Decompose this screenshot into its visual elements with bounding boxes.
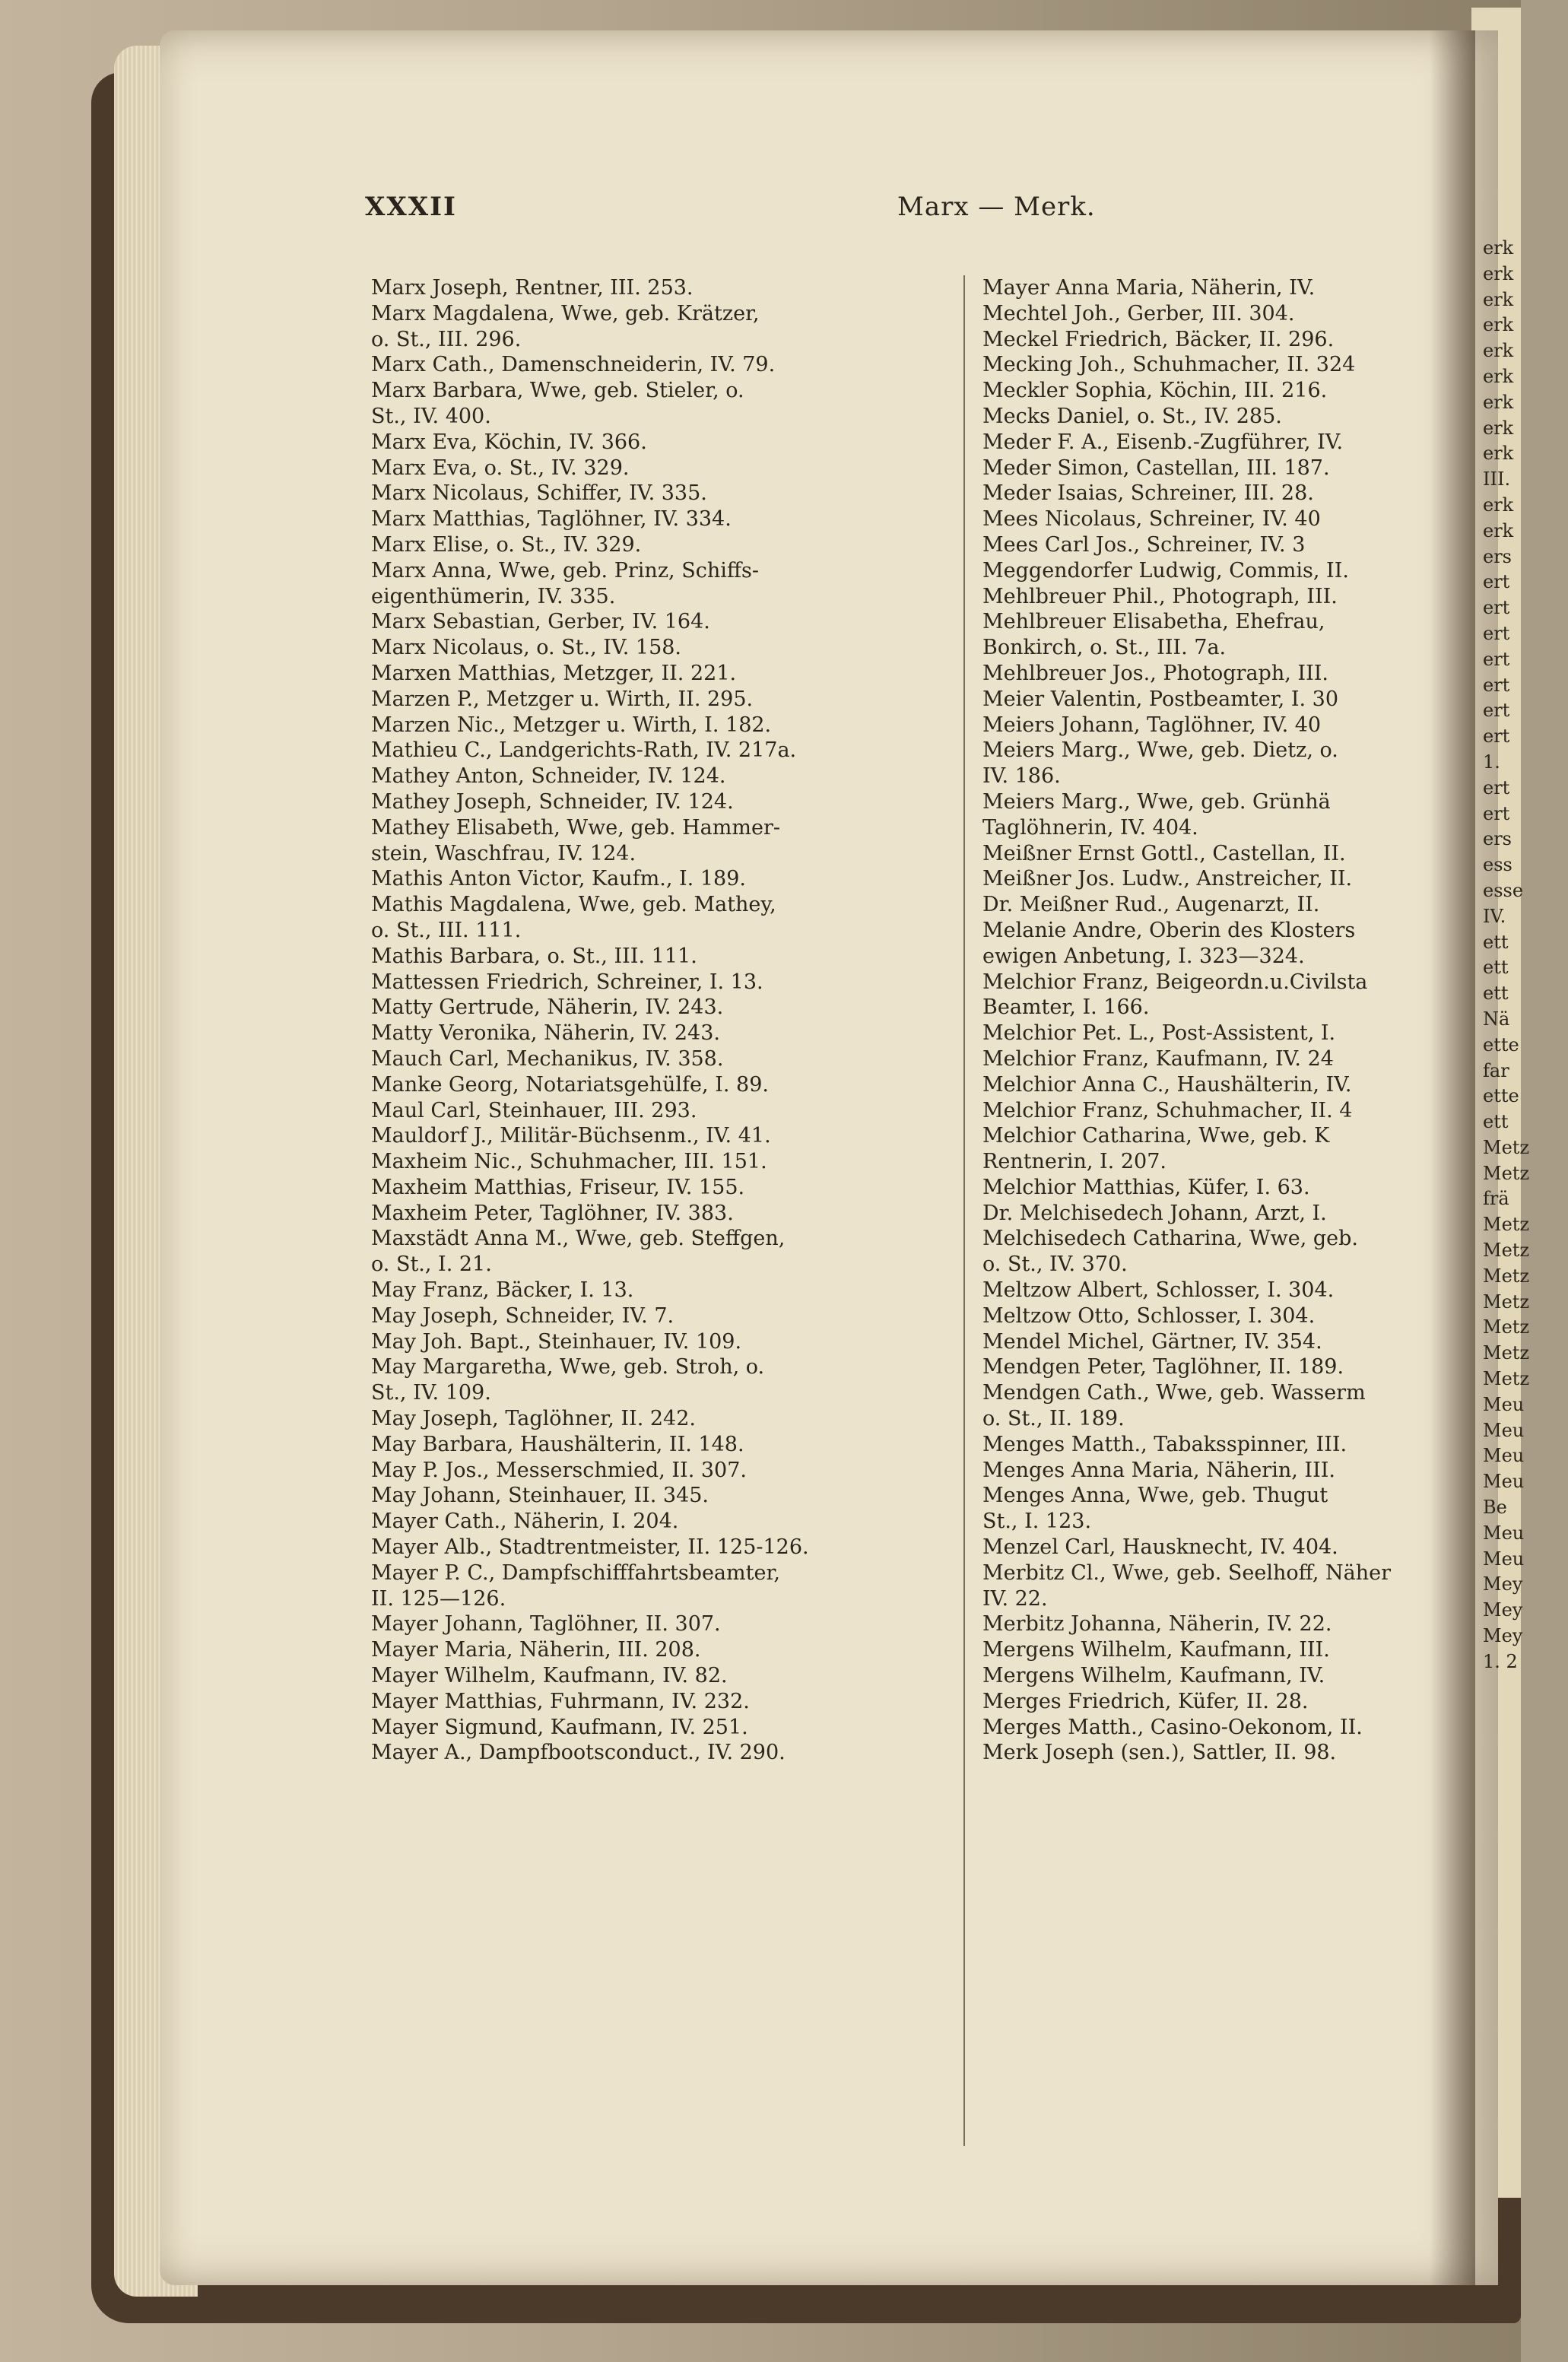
directory-entry-line: Marx Cath., Damenschneiderin, IV. 79. xyxy=(371,353,776,377)
directory-entry-line: Meder Isaias, Schreiner, III. 28. xyxy=(982,481,1314,506)
directory-entry-line: Mathis Barbara, o. St., III. 111. xyxy=(371,944,697,968)
directory-entry-line: Melchior Franz, Kaufmann, IV. 24 xyxy=(982,1046,1334,1071)
directory-entry-line: eigenthümerin, IV. 335. xyxy=(371,584,616,608)
directory-entry-line: Maxheim Nic., Schuhmacher, III. 151. xyxy=(371,1150,767,1174)
directory-entry-line: Mauch Carl, Mechanikus, IV. 358. xyxy=(371,1046,724,1071)
directory-entry-line: Beamter, I. 166. xyxy=(982,995,1150,1020)
right-column xyxy=(982,275,1568,1766)
facing-page-fragment: erk xyxy=(1483,494,1514,516)
left-column xyxy=(371,275,957,1766)
directory-entry-line: St., IV. 400. xyxy=(371,404,491,428)
facing-page-fragment: ert xyxy=(1483,597,1510,619)
directory-entry-line: Mayer Cath., Näherin, I. 204. xyxy=(371,1510,679,1534)
directory-entry-line: Melchior Pet. L., Post-Assistent, I. xyxy=(982,1021,1336,1046)
directory-entry-line: Mendgen Peter, Taglöhner, II. 189. xyxy=(982,1355,1344,1379)
facing-page-fragment: ert xyxy=(1483,700,1510,722)
directory-entry-line: Mayer Wilhelm, Kaufmann, IV. 82. xyxy=(371,1664,728,1688)
facing-page-fragment: Metz xyxy=(1483,1136,1530,1158)
facing-page-fragment: Metz xyxy=(1483,1214,1530,1236)
directory-entry-line: Merk Joseph (sen.), Sattler, II. 98. xyxy=(982,1741,1337,1765)
facing-page-fragment: Be xyxy=(1483,1497,1507,1519)
directory-entry-line: Meiers Marg., Wwe, geb. Grünhä xyxy=(982,789,1331,814)
facing-page-fragment: ett xyxy=(1483,957,1509,979)
directory-entry-line: Mecking Joh., Schuhmacher, II. 324 xyxy=(982,353,1356,377)
directory-entry-line: May Joh. Bapt., Steinhauer, IV. 109. xyxy=(371,1329,742,1354)
facing-page-edge-text xyxy=(1483,236,1530,1675)
directory-entry-line: Mergens Wilhelm, Kaufmann, III. xyxy=(982,1638,1330,1662)
facing-page-fragment: ert xyxy=(1483,674,1510,696)
directory-entry-line: Mayer Maria, Näherin, III. 208. xyxy=(371,1638,701,1662)
facing-page-fragment: ett xyxy=(1483,983,1509,1005)
directory-entry-line: Merges Friedrich, Küfer, II. 28. xyxy=(982,1689,1309,1713)
directory-entry-line: Mathey Anton, Schneider, IV. 124. xyxy=(371,764,726,789)
directory-entry-line: Marx Matthias, Taglöhner, IV. 334. xyxy=(371,507,732,532)
directory-entry-line: Mees Nicolaus, Schreiner, IV. 40 xyxy=(982,507,1321,532)
facing-page-fragment: ert xyxy=(1483,648,1510,670)
directory-entry-line: Mechtel Joh., Gerber, III. 304. xyxy=(982,301,1295,325)
directory-entry-line: o. St., III. 111. xyxy=(371,918,522,942)
directory-entry-line: May Margaretha, Wwe, geb. Stroh, o. xyxy=(371,1355,765,1379)
facing-page-fragment: Nä xyxy=(1483,1008,1510,1030)
facing-page-fragment: erk xyxy=(1483,340,1514,362)
directory-entry-line: Mauldorf J., Militär-Büchsenm., IV. 41. xyxy=(371,1124,771,1148)
directory-entry-line: May Joseph, Taglöhner, II. 242. xyxy=(371,1407,696,1431)
directory-entry-line: Mecks Daniel, o. St., IV. 285. xyxy=(982,404,1282,428)
directory-entry-line: St., I. 123. xyxy=(982,1510,1092,1534)
facing-page-fragment: esse xyxy=(1483,879,1524,901)
directory-entry-line: II. 125—126. xyxy=(371,1586,506,1611)
facing-page-fragment: IV. xyxy=(1483,905,1506,927)
directory-entry-line: Marx Eva, o. St., IV. 329. xyxy=(371,456,630,480)
facing-page-fragment: ert xyxy=(1483,802,1510,824)
directory-entry-line: IV. 186. xyxy=(982,764,1061,789)
facing-page-fragment: erk xyxy=(1483,417,1514,439)
directory-entry-line: Mendgen Cath., Wwe, geb. Wasserm xyxy=(982,1381,1366,1405)
facing-page-fragment: frä xyxy=(1483,1188,1509,1210)
directory-entry-line: Marx Joseph, Rentner, III. 253. xyxy=(371,276,694,300)
directory-entry-line: May Barbara, Haushälterin, II. 148. xyxy=(371,1432,744,1456)
directory-entry-line: Melchior Anna C., Haushälterin, IV. xyxy=(982,1072,1352,1097)
directory-entry-line: Marx Sebastian, Gerber, IV. 164. xyxy=(371,610,710,634)
directory-entry-line: Mathieu C., Landgerichts-Rath, IV. 217a. xyxy=(371,738,797,763)
directory-entry-line: Marx Elise, o. St., IV. 329. xyxy=(371,532,642,557)
directory-entry-line: Matty Gertrude, Näherin, IV. 243. xyxy=(371,995,724,1020)
facing-page-fragment: ess xyxy=(1483,854,1512,876)
facing-page-fragment: Meu xyxy=(1483,1445,1525,1467)
facing-page-fragment: erk xyxy=(1483,519,1514,541)
directory-entry-line: Menzel Carl, Hausknecht, IV. 404. xyxy=(982,1535,1338,1560)
directory-entry-line: o. St., III. 296. xyxy=(371,327,522,351)
directory-entry-line: Marx Nicolaus, Schiffer, IV. 335. xyxy=(371,481,707,506)
directory-entry-line: Marxen Matthias, Metzger, II. 221. xyxy=(371,661,737,685)
directory-entry-line: Mayer Johann, Taglöhner, II. 307. xyxy=(371,1612,721,1637)
directory-entry-line: IV. 22. xyxy=(982,1586,1048,1611)
facing-page-fragment: ette xyxy=(1483,1085,1519,1107)
directory-entry-line: Marx Eva, Köchin, IV. 366. xyxy=(371,430,647,454)
facing-page-fragment: Mey xyxy=(1483,1625,1523,1647)
directory-entry-line: Mayer Matthias, Fuhrmann, IV. 232. xyxy=(371,1689,750,1713)
facing-page-fragment: far xyxy=(1483,1059,1509,1081)
facing-page-fragment: Mey xyxy=(1483,1599,1523,1621)
directory-entry-line: St., IV. 109. xyxy=(371,1381,491,1405)
directory-entry-line: Meißner Ernst Gottl., Castellan, II. xyxy=(982,841,1346,865)
facing-page-fragment: Metz xyxy=(1483,1265,1530,1287)
directory-entry-line: Bonkirch, o. St., III. 7a. xyxy=(982,636,1227,660)
running-title: Marx — Merk. xyxy=(897,192,1096,222)
directory-entry-line: Melchior Franz, Beigeordn.u.Civilsta xyxy=(982,970,1368,994)
directory-entry-line: Meißner Jos. Ludw., Anstreicher, II. xyxy=(982,867,1353,891)
directory-entry-line: May Franz, Bäcker, I. 13. xyxy=(371,1278,634,1303)
facing-page-fragment: erk xyxy=(1483,391,1514,413)
directory-entry-line: Mathey Elisabeth, Wwe, geb. Hammer- xyxy=(371,815,780,840)
directory-entry-line: Merges Matth., Casino-Oekonom, II. xyxy=(982,1715,1363,1739)
directory-entry-line: stein, Waschfrau, IV. 124. xyxy=(371,841,636,865)
directory-entry-line: Marx Magdalena, Wwe, geb. Krätzer, xyxy=(371,301,760,325)
facing-page-fragment: Metz xyxy=(1483,1291,1530,1313)
directory-entry-line: Mayer P. C., Dampfschifffahrtsbeamter, xyxy=(371,1560,780,1585)
directory-entry-line: Mergens Wilhelm, Kaufmann, IV. xyxy=(982,1664,1325,1688)
facing-page-fragment: ett xyxy=(1483,1111,1509,1133)
directory-entry-line: Rentnerin, I. 207. xyxy=(982,1150,1166,1174)
column-divider xyxy=(963,275,965,2146)
directory-entry-line: Mayer A., Dampfbootsconduct., IV. 290. xyxy=(371,1741,786,1765)
directory-entry-line: Manke Georg, Notariatsgehülfe, I. 89. xyxy=(371,1072,769,1097)
directory-entry-line: Melchior Catharina, Wwe, geb. K xyxy=(982,1124,1330,1148)
facing-page-fragment: Meu xyxy=(1483,1471,1525,1493)
facing-page-fragment: ette xyxy=(1483,1033,1519,1056)
directory-entry-line: Taglöhnerin, IV. 404. xyxy=(982,815,1198,840)
facing-page-fragment: Metz xyxy=(1483,1162,1530,1184)
facing-page-fragment: ett xyxy=(1483,931,1509,953)
directory-entry-line: Mehlbreuer Phil., Photograph, III. xyxy=(982,584,1338,608)
facing-page-fragment: erk xyxy=(1483,237,1514,259)
directory-entry-line: May Johann, Steinhauer, II. 345. xyxy=(371,1484,709,1508)
facing-page-fragment: erk xyxy=(1483,443,1514,465)
directory-entry-line: Melchior Matthias, Küfer, I. 63. xyxy=(982,1175,1310,1199)
directory-entry-line: May P. Jos., Messerschmied, II. 307. xyxy=(371,1458,747,1482)
directory-entry-line: Marx Barbara, Wwe, geb. Stieler, o. xyxy=(371,379,744,403)
facing-page-fragment: erk xyxy=(1483,262,1514,284)
directory-entry-line: Menges Anna, Wwe, geb. Thugut xyxy=(982,1484,1328,1508)
facing-page-fragment: Meu xyxy=(1483,1522,1525,1544)
directory-entry-line: Mattessen Friedrich, Schreiner, I. 13. xyxy=(371,970,763,994)
facing-page-fragment: Metz xyxy=(1483,1240,1530,1262)
directory-entry-line: Dr. Melchisedech Johann, Arzt, I. xyxy=(982,1201,1327,1225)
directory-entry-line: Meier Valentin, Postbeamter, I. 30 xyxy=(982,687,1339,711)
facing-page-fragment: ert xyxy=(1483,571,1510,593)
directory-entry-line: Matty Veronika, Näherin, IV. 243. xyxy=(371,1021,720,1046)
directory-entry-line: o. St., I. 21. xyxy=(371,1252,492,1277)
directory-entry-line: Meiers Marg., Wwe, geb. Dietz, o. xyxy=(982,738,1338,763)
facing-page-fragment: ers xyxy=(1483,828,1512,850)
facing-page-fragment: ers xyxy=(1483,545,1512,567)
directory-entry-line: Merbitz Cl., Wwe, geb. Seelhoff, Näher xyxy=(982,1560,1391,1585)
directory-entry-line: Mayer Sigmund, Kaufmann, IV. 251. xyxy=(371,1715,748,1739)
directory-entry-line: Maul Carl, Steinhauer, III. 293. xyxy=(371,1098,697,1122)
directory-entry-line: Marzen Nic., Metzger u. Wirth, I. 182. xyxy=(371,713,772,737)
facing-page-fragment: 1. 2 xyxy=(1483,1650,1518,1672)
directory-entry-line: Mathis Magdalena, Wwe, geb. Mathey, xyxy=(371,893,776,917)
directory-entry-line: Meltzow Albert, Schlosser, I. 304. xyxy=(982,1278,1335,1303)
directory-entry-line: Meder F. A., Eisenb.-Zugführer, IV. xyxy=(982,430,1344,454)
facing-page-fragment: ert xyxy=(1483,622,1510,644)
facing-page-fragment: erk xyxy=(1483,365,1514,387)
directory-entry-line: Maxheim Peter, Taglöhner, IV. 383. xyxy=(371,1201,734,1225)
directory-entry-line: Melchisedech Catharina, Wwe, geb. xyxy=(982,1227,1359,1251)
facing-page-fragment: ert xyxy=(1483,776,1510,798)
directory-entry-line: Menges Matth., Tabaksspinner, III. xyxy=(982,1432,1347,1456)
facing-page-fragment: Meu xyxy=(1483,1393,1525,1415)
facing-page-fragment: Meu xyxy=(1483,1548,1525,1570)
directory-entry-line: Mathis Anton Victor, Kaufm., I. 189. xyxy=(371,867,746,891)
facing-page-fragment: erk xyxy=(1483,314,1514,336)
facing-page-fragment: Metz xyxy=(1483,1368,1530,1390)
directory-entry-line: Meiers Johann, Taglöhner, IV. 40 xyxy=(982,713,1322,737)
directory-entry-line: Melanie Andre, Oberin des Klosters xyxy=(982,918,1356,942)
facing-page-fragment: Mey xyxy=(1483,1573,1523,1595)
directory-entry-line: Meltzow Otto, Schlosser, I. 304. xyxy=(982,1303,1316,1328)
facing-page-fragment: Metz xyxy=(1483,1342,1530,1364)
directory-entry-line: o. St., IV. 370. xyxy=(982,1252,1128,1277)
directory-entry-line: Dr. Meißner Rud., Augenarzt, II. xyxy=(982,893,1320,917)
directory-entry-line: Menges Anna Maria, Näherin, III. xyxy=(982,1458,1335,1482)
facing-page-fragment: Meu xyxy=(1483,1419,1525,1441)
directory-entry-line: Marzen P., Metzger u. Wirth, II. 295. xyxy=(371,687,754,711)
directory-entry-line: Maxstädt Anna M., Wwe, geb. Steffgen, xyxy=(371,1227,786,1251)
directory-entry-line: ewigen Anbetung, I. 323—324. xyxy=(982,944,1305,968)
directory-entry-line: Maxheim Matthias, Friseur, IV. 155. xyxy=(371,1175,745,1199)
directory-entry-line: o. St., II. 189. xyxy=(982,1407,1125,1431)
directory-entry-line: Mehlbreuer Jos., Photograph, III. xyxy=(982,661,1328,685)
facing-page-fragment: III. xyxy=(1483,468,1511,490)
directory-entry-line: Meckler Sophia, Köchin, III. 216. xyxy=(982,379,1328,403)
directory-entry-line: Meggendorfer Ludwig, Commis, II. xyxy=(982,558,1349,583)
directory-entry-line: Melchior Franz, Schuhmacher, II. 4 xyxy=(982,1098,1353,1122)
directory-entry-line: Meckel Friedrich, Bäcker, II. 296. xyxy=(982,327,1335,351)
directory-entry-line: Mayer Anna Maria, Näherin, IV. xyxy=(982,276,1316,300)
directory-entry-line: May Joseph, Schneider, IV. 7. xyxy=(371,1303,674,1328)
facing-page-fragment: erk xyxy=(1483,288,1514,310)
directory-entry-line: Mehlbreuer Elisabetha, Ehefrau, xyxy=(982,610,1325,634)
directory-entry-line: Mees Carl Jos., Schreiner, IV. 3 xyxy=(982,532,1306,557)
page-header xyxy=(365,192,1445,237)
directory-entry-line: Mendel Michel, Gärtner, IV. 354. xyxy=(982,1329,1322,1354)
facing-page-fragment: Metz xyxy=(1483,1316,1530,1338)
facing-page-fragment: ert xyxy=(1483,725,1510,748)
directory-entry-line: Merbitz Johanna, Näherin, IV. 22. xyxy=(982,1612,1332,1637)
directory-entry-line: Marx Anna, Wwe, geb. Prinz, Schiffs- xyxy=(371,558,760,583)
directory-entry-line: Marx Nicolaus, o. St., IV. 158. xyxy=(371,636,682,660)
directory-entry-line: Mathey Joseph, Schneider, IV. 124. xyxy=(371,789,734,814)
facing-page-fragment: 1. xyxy=(1483,751,1500,773)
directory-entry-line: Meder Simon, Castellan, III. 187. xyxy=(982,456,1330,480)
directory-entry-line: Mayer Alb., Stadtrentmeister, II. 125-126. xyxy=(371,1535,809,1560)
page-number: XXXII xyxy=(365,192,457,222)
